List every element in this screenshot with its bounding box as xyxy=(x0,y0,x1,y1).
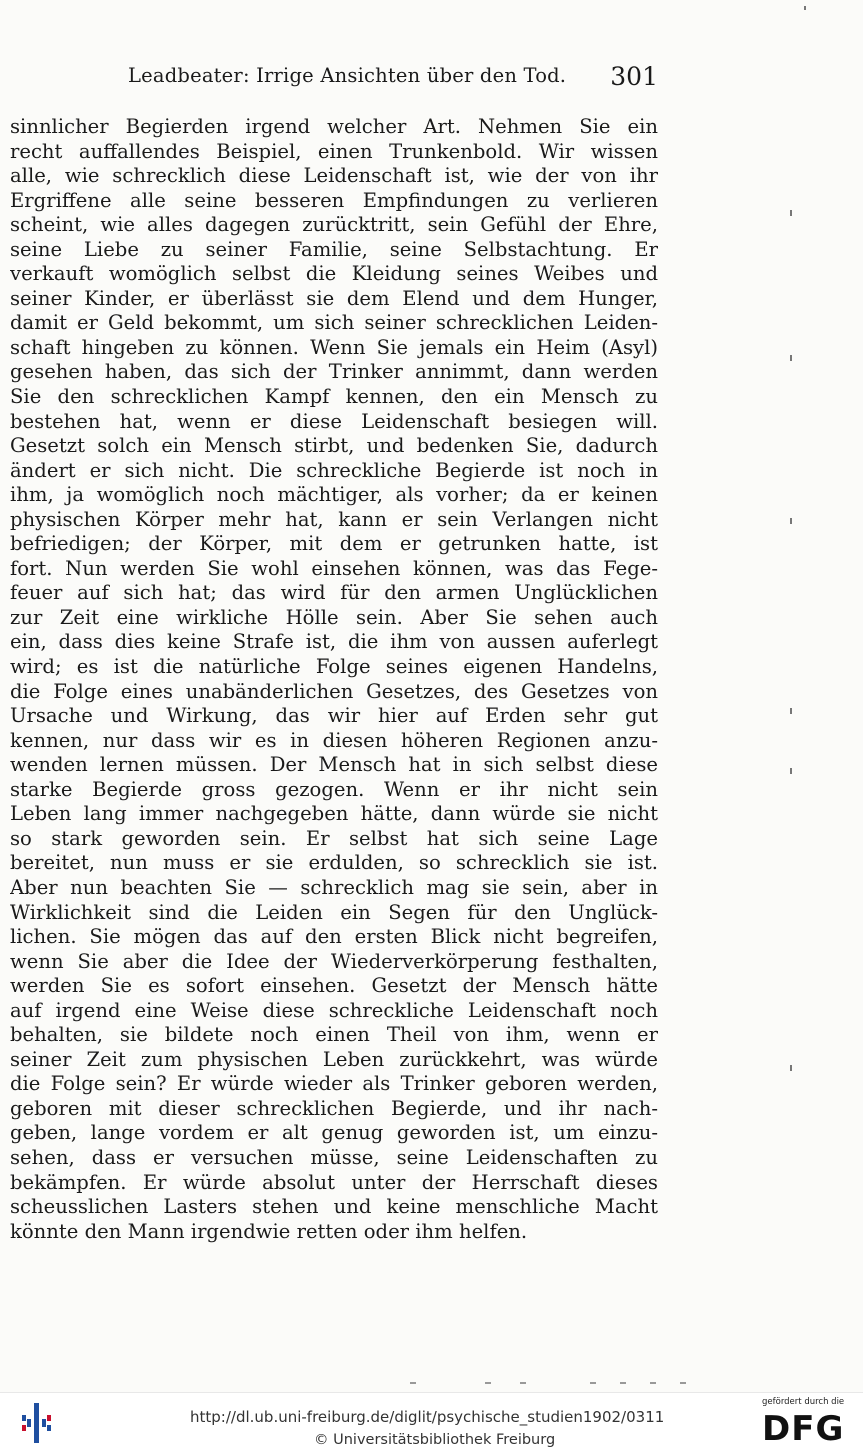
margin-mark xyxy=(790,768,792,774)
text-line: starke Begierde gross gezogen. Wenn er ihr nicht sein xyxy=(10,777,658,801)
text-line: ihm, ja womöglich noch mächtiger, als vorher; da er keinen xyxy=(10,483,658,507)
text-line: zur Zeit eine wirkliche Hölle sein. Aber Sie sehen auch xyxy=(10,605,658,629)
text-line: befriedigen; der Körper, mit dem er getrunken hatte, ist xyxy=(10,532,658,556)
text-line: ändert er sich nicht. Die schreckliche Begierde ist noch in xyxy=(10,458,658,482)
text-line: recht auffallendes Beispiel, einen Trunkenbold. Wir wissen xyxy=(10,139,658,163)
text-line: sinnlicher Begierden irgend welcher Art. Nehmen Sie ein xyxy=(10,115,658,138)
margin-mark xyxy=(790,210,792,216)
text-line: schaft hingeben zu können. Wenn Sie jemals ein Heim (Asyl) xyxy=(10,335,658,359)
scan-edge-marks xyxy=(400,1382,690,1386)
text-line: sehen, dass er versuchen müsse, seine Leidenschaften zu xyxy=(10,1145,658,1169)
text-line: scheint, wie alles dagegen zurücktritt, sein Gefühl der Ehre, xyxy=(10,213,658,237)
text-line: alle, wie schrecklich diese Leidenschaft ist, wie der von ihr xyxy=(10,164,658,188)
text-line: seine Liebe zu seiner Familie, seine Selbstachtung. Er xyxy=(10,237,658,261)
text-line: wird; es ist die natürliche Folge seines eigenen Handelns, xyxy=(10,655,658,679)
text-line: Wirklichkeit sind die Leiden ein Segen für den Unglück- xyxy=(10,900,658,924)
ub-freiburg-logo-icon xyxy=(18,1401,54,1445)
viewer-footer xyxy=(0,1392,863,1455)
text-line: damit er Geld bekommt, um sich seiner schrecklichen Leiden- xyxy=(10,311,658,335)
text-line: wenn Sie aber die Idee der Wiederverkörperung festhalten, xyxy=(10,949,658,973)
text-line: könnte den Mann irgendwie retten oder ihm helfen. xyxy=(10,1219,528,1243)
text-line: die Folge eines unabänderlichen Gesetzes, des Gesetzes von xyxy=(10,679,658,703)
text-line: bestehen hat, wenn er diese Leidenschaft besiegen will. xyxy=(10,409,658,433)
text-line: Ergriffene alle seine besseren Empfindungen zu verlieren xyxy=(10,188,658,212)
text-line: ein, dass dies keine Strafe ist, die ihm von aussen auferlegt xyxy=(10,630,658,654)
text-line: seiner Kinder, er überlässt sie dem Elend und dem Hunger, xyxy=(10,286,658,310)
page-number: 301 xyxy=(610,62,658,91)
text-line: behalten, sie bildete noch einen Theil von ihm, wenn er xyxy=(10,1023,658,1047)
text-line: feuer auf sich hat; das wird für den armen Unglücklichen xyxy=(10,581,658,605)
running-head xyxy=(128,62,658,96)
text-line: bereitet, nun muss er sie erdulden, so schrecklich sie ist. xyxy=(10,851,658,875)
text-line: Sie den schrecklichen Kampf kennen, den ein Mensch zu xyxy=(10,385,658,409)
text-line: Leben lang immer nachgegeben hätte, dann würde sie nicht xyxy=(10,802,658,826)
text-line: Aber nun beachten Sie — schrecklich mag sie sein, aber in xyxy=(10,875,658,899)
sponsor-caption: gefördert durch die xyxy=(762,1397,845,1407)
text-line: seiner Zeit zum physischen Leben zurückkehrt, was würde xyxy=(10,1047,658,1071)
margin-mark xyxy=(790,1065,792,1071)
margin-mark xyxy=(790,355,792,361)
text-line: so stark geworden sein. Er selbst hat sich seine Lage xyxy=(10,826,658,850)
text-line: lichen. Sie mögen das auf den ersten Blick nicht begreifen, xyxy=(10,925,658,949)
permalink-url[interactable]: http://dl.ub.uni-freiburg.de/diglit/psychische_studien1902/0311 xyxy=(190,1408,665,1426)
body-text xyxy=(10,115,658,1244)
text-line: gesehen haben, das sich der Trinker annimmt, dann werden xyxy=(10,360,658,384)
text-line: bekämpfen. Er würde absolut unter der Herrschaft dieses xyxy=(10,1170,658,1194)
text-line: werden Sie es sofort einsehen. Gesetzt der Mensch hätte xyxy=(10,974,658,998)
running-title: Leadbeater: Irrige Ansichten über den Tod. xyxy=(128,64,567,87)
text-line: Ursache und Wirkung, das wir hier auf Erden sehr gut xyxy=(10,704,658,728)
margin-mark xyxy=(804,6,806,10)
text-line: auf irgend eine Weise diese schreckliche Leidenschaft noch xyxy=(10,998,658,1022)
text-line: wenden lernen müssen. Der Mensch hat in sich selbst diese xyxy=(10,753,658,777)
text-line: geboren mit dieser schrecklichen Begierde, und ihr nach- xyxy=(10,1096,658,1120)
text-line: kennen, nur dass wir es in diesen höheren Regionen anzu- xyxy=(10,728,658,752)
text-line: geben, lange vordem er alt genug geworden ist, um einzu- xyxy=(10,1121,658,1145)
dfg-logo-icon xyxy=(760,1397,858,1451)
text-line: Gesetzt solch ein Mensch stirbt, und bedenken Sie, dadurch xyxy=(10,434,658,458)
text-line: physischen Körper mehr hat, kann er sein Verlangen nicht xyxy=(10,507,658,531)
text-line: scheusslichen Lasters stehen und keine menschliche Macht xyxy=(10,1195,658,1219)
text-line: verkauft womöglich selbst die Kleidung seines Weibes und xyxy=(10,262,658,286)
margin-mark xyxy=(790,708,792,714)
margin-mark xyxy=(790,518,792,524)
text-line: die Folge sein? Er würde wieder als Trinker geboren werden, xyxy=(10,1072,658,1096)
sponsor-mark: DFG xyxy=(762,1409,845,1449)
text-line: fort. Nun werden Sie wohl einsehen können, was das Fege- xyxy=(10,556,658,580)
copyright-notice: © Universitätsbibliothek Freiburg xyxy=(314,1432,556,1448)
